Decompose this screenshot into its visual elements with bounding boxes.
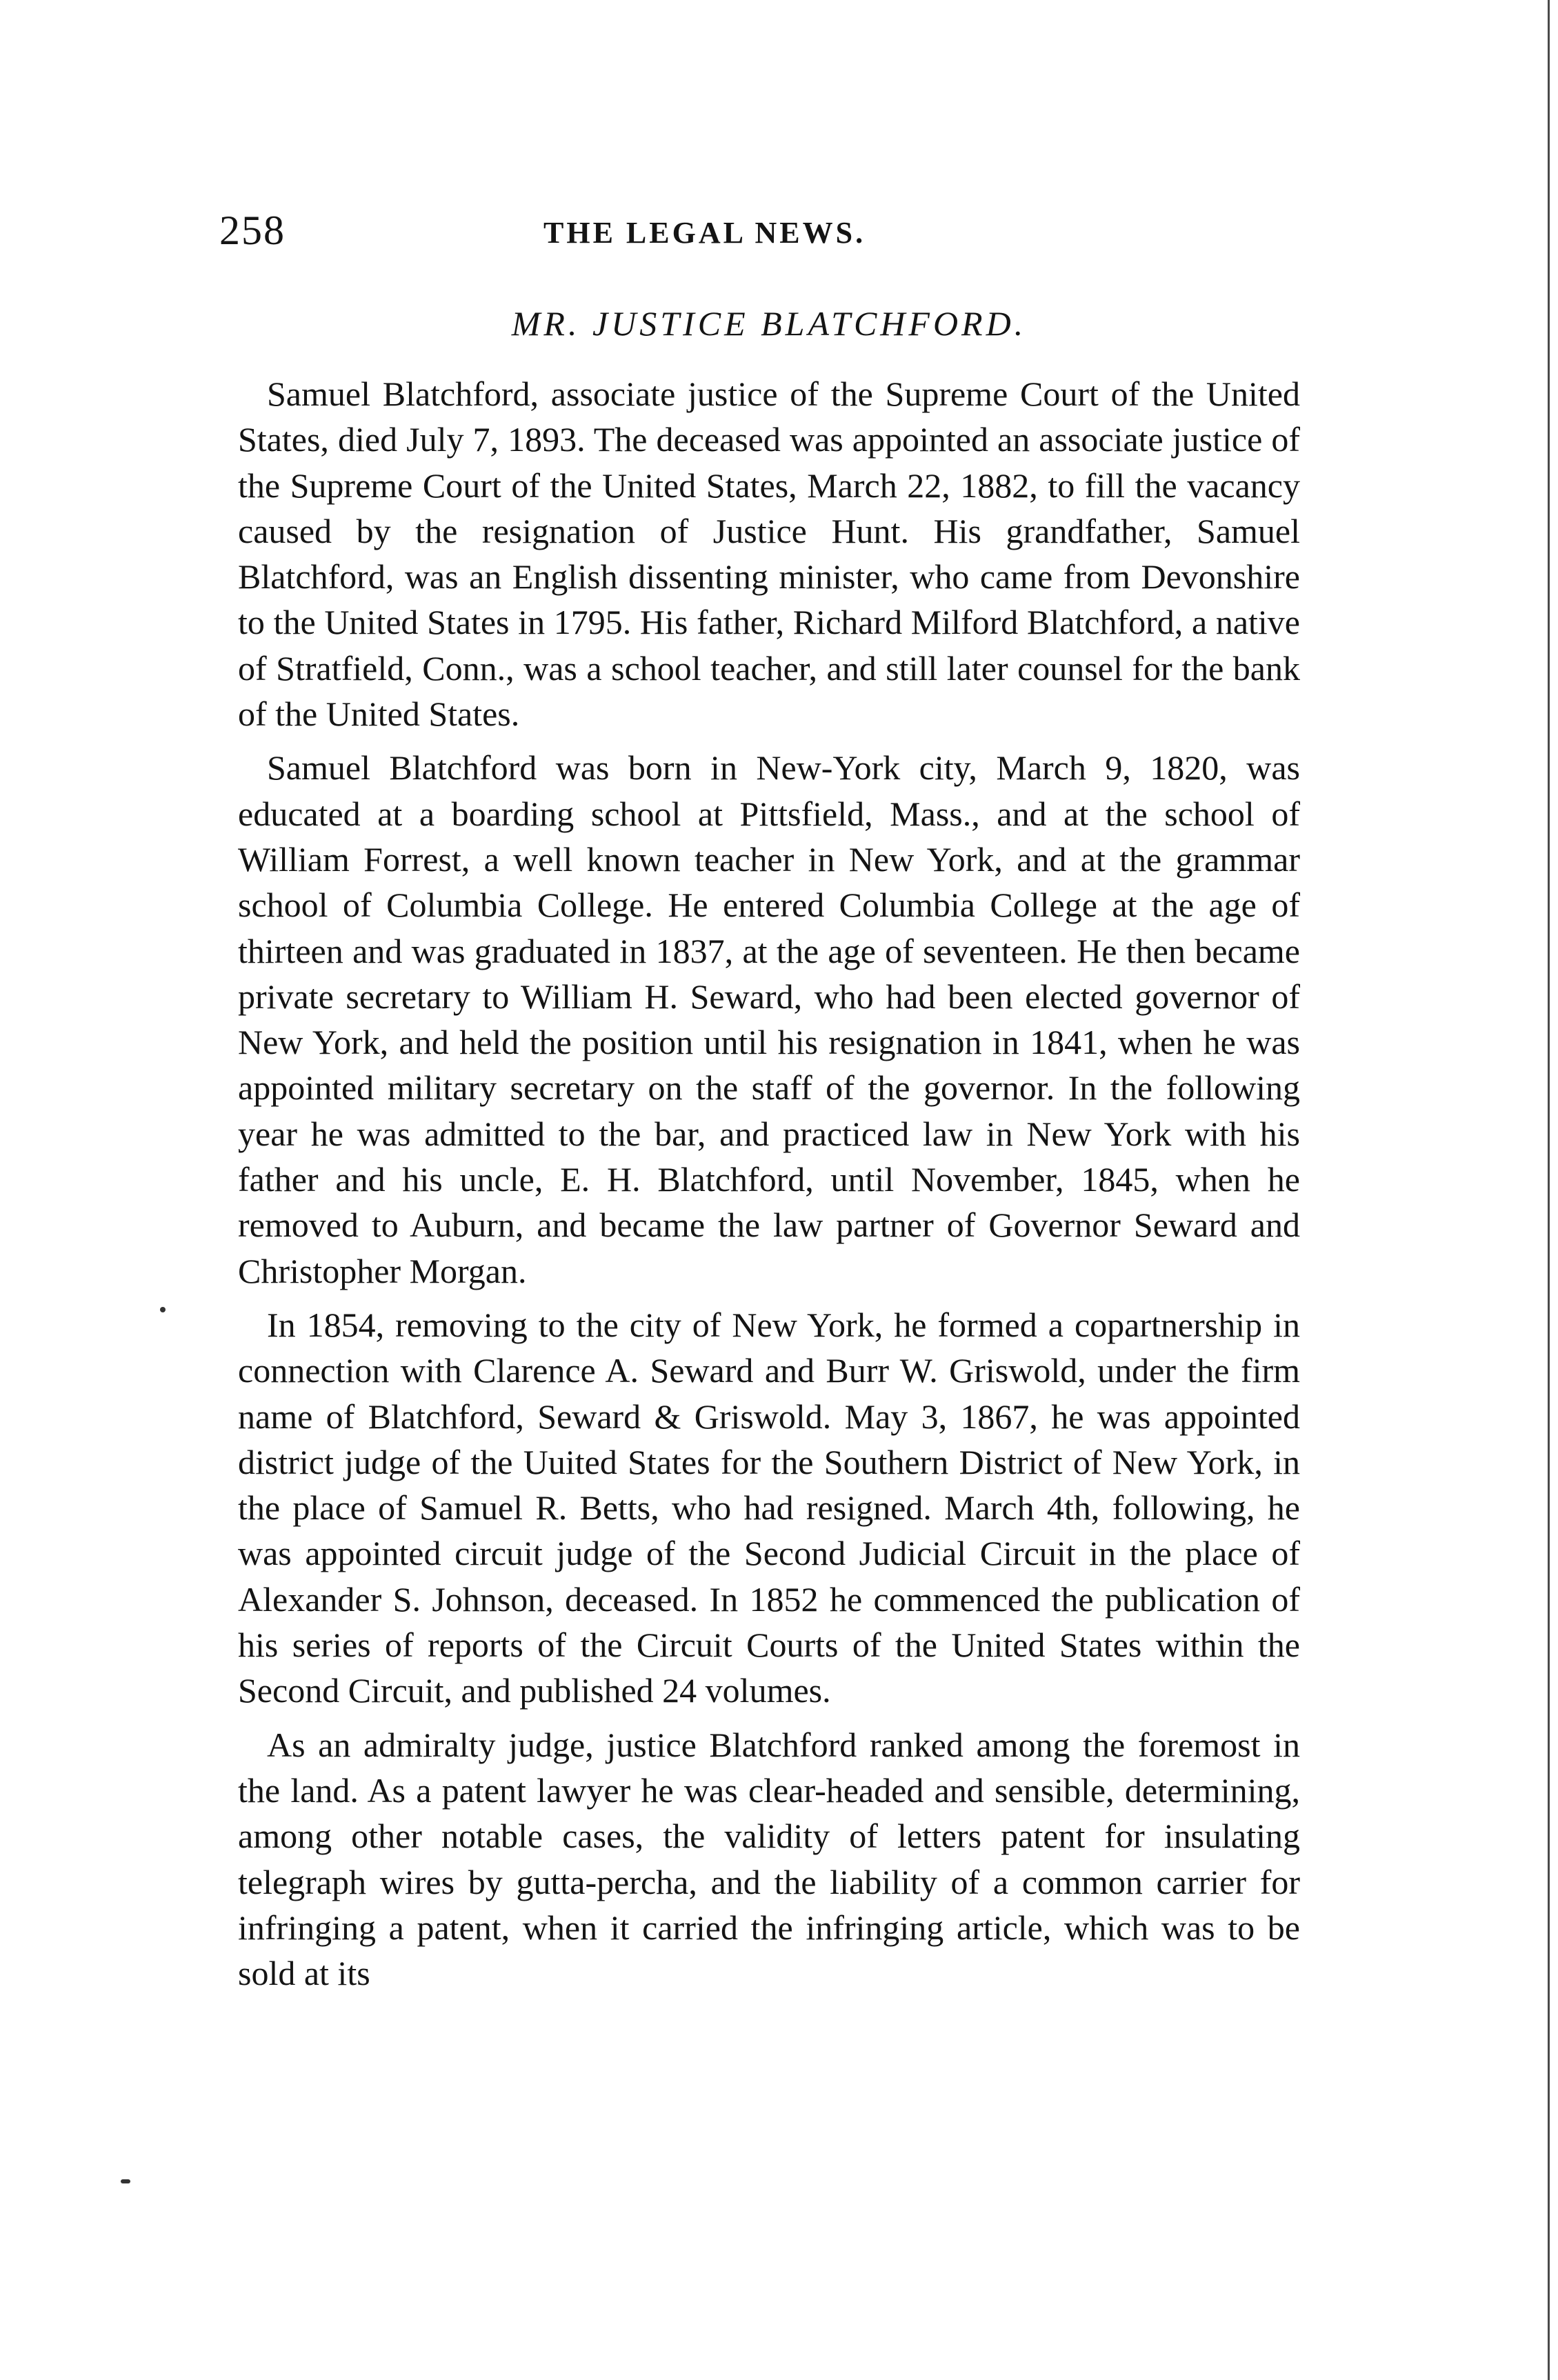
article-title: MR. JUSTICE BLATCHFORD. — [511, 304, 1027, 343]
page-number: 258 — [219, 208, 286, 253]
article — [238, 303, 1300, 2004]
running-head — [219, 207, 1309, 262]
margin-speck — [160, 1307, 166, 1312]
journal-title: THE LEGAL NEWS. — [543, 216, 866, 250]
margin-speck — [121, 2179, 130, 2183]
paragraph-4: As an admiralty judge, justice Blatchford ranked among the foremost in the land. As a patent lawyer he was clear-headed and sensible, determining, among other notable cases, the validity of letters patent for insulating telegraph wires by gutta-percha, and the liability of a common carrier for infringing a patent, when it carried the infringing article, which was to be sold at its — [238, 1725, 1300, 1993]
paragraph-3: In 1854, removing to the city of New York, he formed a copartnership in connection with Clarence A. Seward and Burr W. Griswold, under the firm name of Blatchford, Seward & Griswold. May 3, 1867, he was appointed district judge of the Uuited States for the Southern District of New York, in the place of Samuel R. Betts, who had resigned. March 4th, following, he was appointed circuit judge of the Second Judicial Circuit in the place of Alexander S. Johnson, deceased. In 1852 he commenced the publication of his series of reports of the Circuit Courts of the United States within the Second Circuit, and published 24 volumes. — [238, 1305, 1300, 1710]
paragraph-1: Samuel Blatchford, associate justice of the Supreme Court of the United States, died July 7, 1893. The deceased was appointed an associate justice of the Supreme Court of the United States, March 22, 1882, to fill the vacancy caused by the resignation of Justice Hunt. His grandfather, Samuel Blatchford, was an English dissenting minister, who came from Devonshire to the United States in 1795. His father, Richard Milford Blatchford, a native of Stratfield, Conn., was a school teacher, and still later counsel for the bank of the United States. — [238, 374, 1300, 734]
paragraph-2: Samuel Blatchford was born in New-York city, March 9, 1820, was educated at a boarding school at Pittsfield, Mass., and at the school of William Forrest, a well known teacher in New York, and at the grammar school of Columbia College. He entered Columbia College at the age of thirteen and was graduated in 1837, at the age of seventeen. He then became private secretary to William H. Seward, who had been elected governor of New York, and held the position until his resignation in 1841, when he was appointed military secretary on the staff of the governor. In the following year he was admitted to the bar, and practiced law in New York with his father and his uncle, E. H. Blatchford, until November, 1845, when he removed to Auburn, and became the law partner of Governor Seward and Christopher Morgan. — [238, 748, 1300, 1290]
page-edge-rule — [1548, 0, 1550, 2380]
